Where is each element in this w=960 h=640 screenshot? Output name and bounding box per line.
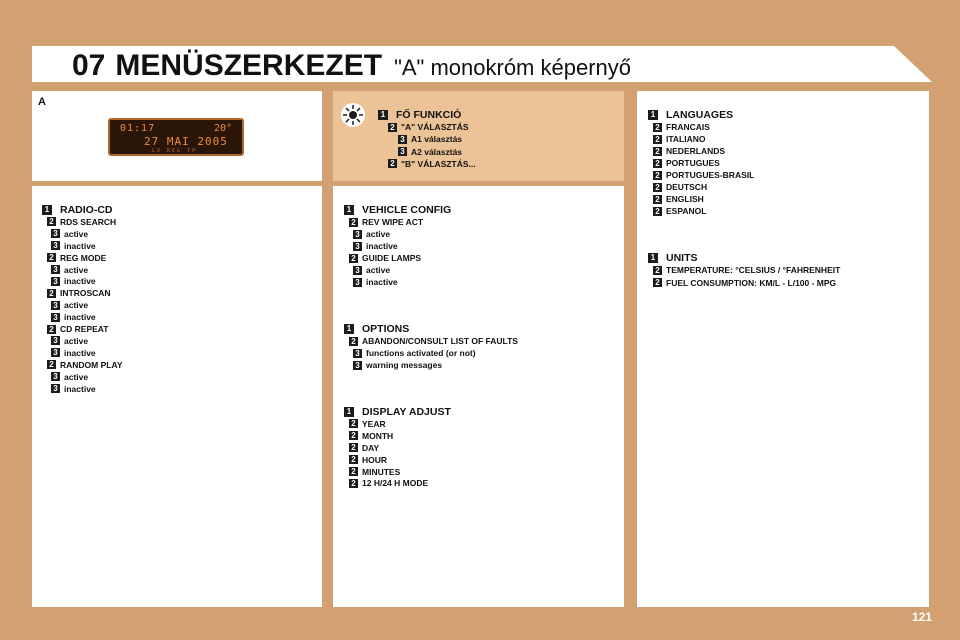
menu-item xyxy=(648,252,698,264)
menu-item xyxy=(51,300,88,310)
menu-item xyxy=(648,109,733,121)
menu-item xyxy=(51,384,96,394)
menu-item xyxy=(353,241,398,251)
level-badge: 3 xyxy=(51,265,60,274)
menu-item-label: active xyxy=(366,265,391,275)
level-badge: 3 xyxy=(353,278,362,287)
menu-item xyxy=(398,147,462,157)
menu-item-label: GUIDE LAMPS xyxy=(362,253,422,263)
title-subtitle: "A" monokróm képernyő xyxy=(394,55,632,80)
light-sun-icon xyxy=(340,102,366,128)
page-number: 121 xyxy=(911,610,932,624)
menu-item-label: YEAR xyxy=(362,418,386,429)
lcd-time: 01:17 xyxy=(120,123,156,134)
page-title xyxy=(72,46,631,82)
level-badge: 2 xyxy=(653,123,662,132)
menu-item-label: UNITS xyxy=(666,252,698,264)
menu-item xyxy=(349,478,428,488)
level-badge: 1 xyxy=(648,110,658,120)
menu-item xyxy=(349,419,386,429)
menu-item xyxy=(653,122,710,132)
menu-item-label: FUEL CONSUMPTION: KM/L - L/100 - MPG xyxy=(666,277,837,288)
menu-item-label: REG MODE xyxy=(60,252,107,263)
level-badge: 2 xyxy=(653,266,662,275)
menu-item xyxy=(353,360,442,370)
menu-item-label: inactive xyxy=(64,347,96,358)
level-badge: 2 xyxy=(653,147,662,156)
level-badge: 1 xyxy=(344,407,354,417)
level-badge: 2 xyxy=(653,135,662,144)
level-badge: 2 xyxy=(653,159,662,168)
menu-item xyxy=(51,336,88,346)
menu-item-label: OPTIONS xyxy=(362,323,410,335)
menu-item xyxy=(349,443,379,453)
level-badge: 3 xyxy=(353,266,362,275)
menu-item xyxy=(378,109,461,121)
level-badge: 2 xyxy=(349,443,358,452)
level-badge: 3 xyxy=(353,230,362,239)
menu-item-label: ENGLISH xyxy=(666,194,704,204)
menu-item xyxy=(349,253,421,263)
level-badge: 2 xyxy=(653,207,662,216)
menu-item-label: DAY xyxy=(362,442,380,453)
menu-item-label: INTROSCAN xyxy=(60,288,111,299)
menu-item xyxy=(51,265,88,275)
level-badge: 2 xyxy=(47,360,56,369)
menu-item xyxy=(653,182,707,192)
level-badge: 2 xyxy=(349,254,358,263)
lcd-date: 27 MAI 2005 xyxy=(144,135,228,148)
menu-item xyxy=(653,158,720,168)
menu-item xyxy=(653,146,725,156)
menu-item xyxy=(388,159,476,169)
menu-item xyxy=(388,122,469,132)
menu-item xyxy=(47,360,123,370)
level-badge: 1 xyxy=(648,253,658,263)
menu-item-label: active xyxy=(366,229,391,239)
level-badge: 2 xyxy=(47,325,56,334)
menu-item-label: MINUTES xyxy=(362,466,401,477)
menu-item-label: ESPANOL xyxy=(666,206,707,216)
menu-item xyxy=(349,431,393,441)
menu-item-label: "A" VÁLASZTÁS xyxy=(401,122,469,133)
menu-item xyxy=(349,467,400,477)
menu-item-label: FŐ FUNKCIÓ xyxy=(396,109,462,121)
level-badge: 3 xyxy=(51,277,60,286)
menu-item-label: active xyxy=(64,335,89,346)
menu-item xyxy=(51,229,88,239)
menu-item-label: REV WIPE ACT xyxy=(362,217,424,227)
menu-item-label: inactive xyxy=(64,383,96,394)
level-badge: 3 xyxy=(353,349,362,358)
menu-item xyxy=(51,241,96,251)
menu-item-label: TEMPERATURE: °CELSIUS / °FAHRENHEIT xyxy=(666,265,841,276)
main-function-panel xyxy=(333,91,624,181)
menu-item-label: HOUR xyxy=(362,454,388,465)
level-badge: 2 xyxy=(47,217,56,226)
menu-item xyxy=(42,204,113,216)
menu-item xyxy=(51,276,96,286)
menu-item-label: PORTUGUES xyxy=(666,158,720,168)
menu-item-label: RDS SEARCH xyxy=(60,216,117,227)
menu-item xyxy=(653,194,704,204)
menu-item-label: "B" VÁLASZTÁS... xyxy=(401,158,476,169)
menu-item xyxy=(47,217,116,227)
level-badge: 2 xyxy=(653,183,662,192)
menu-item-label: VEHICLE CONFIG xyxy=(362,204,452,216)
menu-item-label: ITALIANO xyxy=(666,134,706,144)
menu-item-label: PORTUGUES-BRASIL xyxy=(666,170,755,180)
level-badge: 3 xyxy=(51,301,60,310)
menu-item-label: inactive xyxy=(64,240,96,251)
menu-item-label: inactive xyxy=(64,276,96,287)
level-badge: 2 xyxy=(388,159,397,168)
level-badge: 1 xyxy=(378,110,388,120)
level-badge: 2 xyxy=(349,431,358,440)
menu-item xyxy=(349,217,423,227)
menu-item xyxy=(353,348,476,358)
menu-item-label: FRANCAIS xyxy=(666,122,710,132)
level-badge: 2 xyxy=(349,467,358,476)
menu-item-label: active xyxy=(64,371,89,382)
lcd-temperature: 20° xyxy=(213,123,232,134)
level-badge: 3 xyxy=(51,313,60,322)
menu-item-label: DEUTSCH xyxy=(666,182,708,192)
menu-item-label: CD REPEAT xyxy=(60,324,109,334)
menu-item xyxy=(344,323,409,335)
menu-item xyxy=(653,206,706,216)
display-label: A xyxy=(38,96,46,108)
level-badge: 2 xyxy=(47,289,56,298)
menu-item xyxy=(51,372,88,382)
title-main: MENÜSZERKEZET xyxy=(115,49,383,82)
lcd-display xyxy=(108,118,244,156)
languages-units-panel xyxy=(637,91,929,607)
level-badge: 2 xyxy=(349,218,358,227)
menu-item-label: active xyxy=(64,264,89,275)
level-badge: 2 xyxy=(349,419,358,428)
level-badge: 3 xyxy=(51,336,60,345)
level-badge: 3 xyxy=(51,348,60,357)
level-badge: 2 xyxy=(47,253,56,262)
menu-item-label: RADIO-CD xyxy=(60,204,113,216)
level-badge: 3 xyxy=(398,135,407,144)
chapter-number: 07 xyxy=(72,49,106,82)
level-badge: 3 xyxy=(353,361,362,370)
menu-item-label: RANDOM PLAY xyxy=(60,359,123,370)
menu-item-label: LANGUAGES xyxy=(666,109,734,121)
menu-item-label: ABANDON/CONSULT LIST OF FAULTS xyxy=(362,336,518,346)
menu-item-label: warning messages xyxy=(366,360,443,370)
level-badge: 2 xyxy=(349,479,358,488)
menu-item-label: functions activated (or not) xyxy=(366,348,476,358)
menu-item xyxy=(398,134,462,144)
level-badge: 3 xyxy=(51,372,60,381)
menu-item-label: DISPLAY ADJUST xyxy=(362,406,451,418)
level-badge: 1 xyxy=(344,324,354,334)
menu-item xyxy=(349,336,518,346)
menu-item-label: active xyxy=(64,228,89,239)
level-badge: 3 xyxy=(51,384,60,393)
level-badge: 2 xyxy=(653,195,662,204)
menu-item xyxy=(353,265,390,275)
menu-item xyxy=(51,312,96,322)
menu-item-label: 12 H/24 H MODE xyxy=(362,478,429,489)
level-badge: 1 xyxy=(42,205,52,215)
level-badge: 2 xyxy=(349,455,358,464)
menu-item xyxy=(344,406,451,418)
menu-item-label: inactive xyxy=(64,312,96,323)
menu-item xyxy=(653,278,836,288)
level-badge: 2 xyxy=(388,123,397,132)
menu-item xyxy=(653,170,754,180)
menu-item xyxy=(353,229,390,239)
menu-item-label: A1 választás xyxy=(411,134,463,145)
lcd-indicators: LX REG TP xyxy=(152,148,198,154)
level-badge: 2 xyxy=(349,337,358,346)
level-badge: 2 xyxy=(653,278,662,287)
level-badge: 3 xyxy=(353,242,362,251)
menu-item xyxy=(353,277,398,287)
menu-item-label: inactive xyxy=(366,241,398,251)
menu-item-label: active xyxy=(64,300,89,311)
menu-item xyxy=(653,265,840,275)
menu-item xyxy=(47,288,111,298)
menu-item xyxy=(653,134,706,144)
menu-item xyxy=(51,348,96,358)
level-badge: 3 xyxy=(51,229,60,238)
menu-item-label: NEDERLANDS xyxy=(666,146,726,156)
menu-item xyxy=(344,204,451,216)
menu-item-label: A2 választás xyxy=(411,146,463,157)
menu-item xyxy=(47,253,106,263)
level-badge: 3 xyxy=(398,147,407,156)
level-badge: 3 xyxy=(51,241,60,250)
menu-item-label: inactive xyxy=(366,277,398,287)
level-badge: 1 xyxy=(344,205,354,215)
menu-item-label: MONTH xyxy=(362,430,394,441)
level-badge: 2 xyxy=(653,171,662,180)
menu-item xyxy=(349,455,387,465)
menu-item xyxy=(47,324,109,334)
